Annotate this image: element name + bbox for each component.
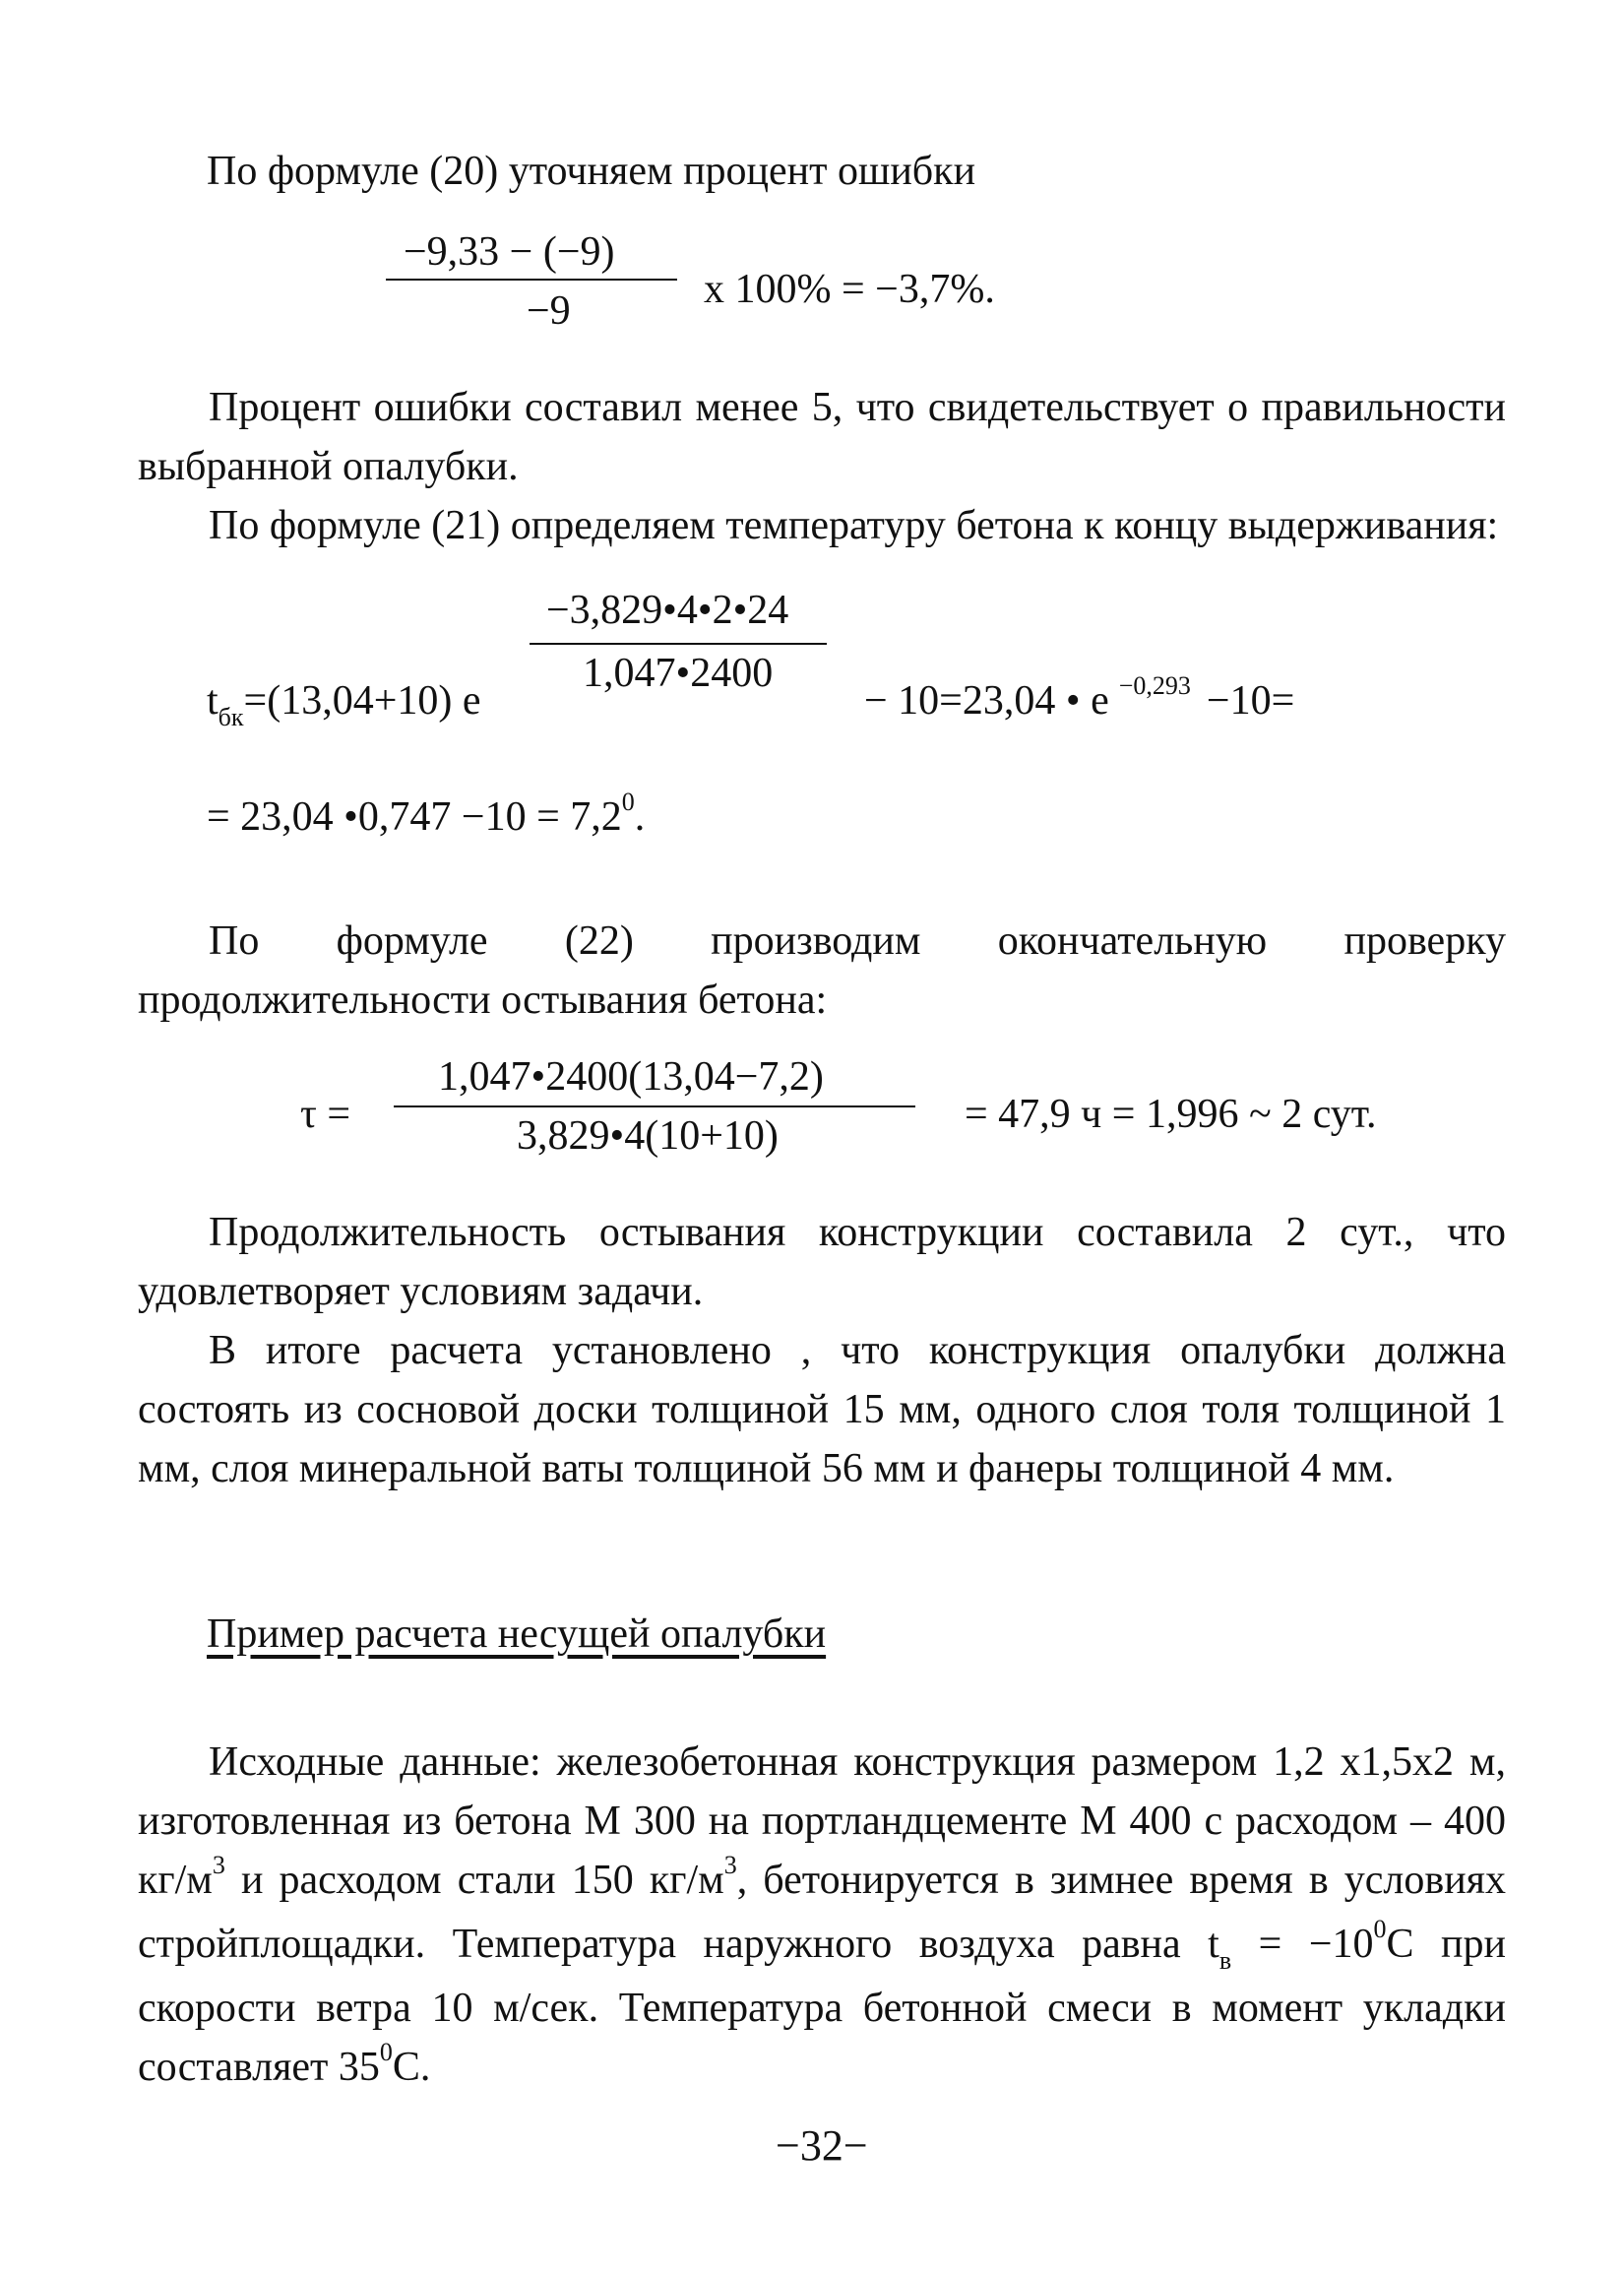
eq2-t-subscript: бк bbox=[218, 703, 244, 731]
eq2-exp-numerator: −3,829•4•2•24 bbox=[546, 588, 789, 633]
eq2-rhs bbox=[864, 671, 1295, 725]
paragraph-formula-22: По формуле (22) производим окончательную проверку продолжительности остывания бетона: bbox=[138, 918, 1506, 1023]
paragraph-error-percent: Процент ошибки составил менее 5, что свидетельствует о правильности выбранной опалубки. bbox=[138, 385, 1506, 489]
paragraph-conclusion: В итоге расчета установлено , что конструкция опалубки должна состоять из сосновой доски толщиной 15 мм, одного слоя толя толщиной 1 мм, слоя минеральной ваты толщиной 56 мм и фанеры толщиной 4 мм. bbox=[138, 1328, 1506, 1491]
initial-data-part-b: и расходом стали 150 кг/м bbox=[224, 1858, 724, 1903]
eq2-lhs-expression: =(13,04+10) е bbox=[243, 678, 481, 724]
intro-formula-20: По формуле (20) уточняем процент ошибки bbox=[207, 149, 976, 194]
eq3-result: = 47,9 ч = 1,996 ~ 2 сут. bbox=[965, 1092, 1377, 1137]
eq3-numerator: 1,047•2400(13,04−7,2) bbox=[438, 1054, 824, 1100]
eq2-exp-fraction-line bbox=[530, 643, 827, 645]
initial-data-part-d: = −10 bbox=[1231, 1922, 1374, 1967]
initial-data-part-e: С при скорости ветра 10 м/сек. Температура бетонной смеси в момент укладки составляет 35 bbox=[138, 1922, 1507, 2090]
initial-data-part-f: С. bbox=[392, 2045, 431, 2090]
eq2-lhs bbox=[207, 677, 481, 731]
eq2-t: t bbox=[207, 678, 219, 724]
eq2-line2-text: = 23,04 •0,747 −10 = 7,2 bbox=[207, 794, 622, 840]
unit-m3-superscript-1: 3 bbox=[212, 1851, 225, 1879]
eq3-denominator: 3,829•4(10+10) bbox=[517, 1113, 779, 1159]
eq2-line2-end: . bbox=[634, 794, 646, 840]
degree-superscript-2: 0 bbox=[379, 2038, 393, 2066]
eq3-fraction-line bbox=[394, 1105, 915, 1107]
initial-data-part-c: , бетонируется в зимнее время в условиях стройплощадки. Температура наружного воздуха равна t bbox=[138, 1858, 1506, 1967]
initial-data-part-a: Исходные данные: железобетонная конструкция размером 1,2 х1,5х2 м, изготовленная из бетона М 300 на портландцементе М 400 с расходом – 400 кг/м bbox=[138, 1739, 1506, 1903]
eq1-result: х 100% = −3,7%. bbox=[704, 267, 995, 312]
eq2-rhs-exponent: −0,293 bbox=[1118, 671, 1191, 700]
eq2-exp-denominator: 1,047•2400 bbox=[583, 651, 774, 696]
paragraph-formula-21: По формуле (21) определяем температуру бетона к концу выдерживания: bbox=[209, 503, 1499, 548]
degree-superscript-1: 0 bbox=[1373, 1915, 1387, 1943]
eq2-line2 bbox=[207, 788, 646, 841]
eq2-rhs-part1: − 10=23,04 • е bbox=[864, 678, 1109, 724]
eq1-denominator: −9 bbox=[527, 288, 571, 334]
page-number: −32− bbox=[776, 2121, 868, 2170]
unit-m3-superscript-2: 3 bbox=[723, 1851, 737, 1879]
section-heading: Пример расчета несущей опалубки bbox=[207, 1611, 827, 1657]
paragraph-initial-data bbox=[138, 1733, 1506, 2102]
eq1-fraction-line bbox=[386, 279, 677, 281]
eq2-rhs-part2: −10= bbox=[1206, 678, 1295, 724]
eq3-lhs: τ = bbox=[300, 1092, 351, 1137]
paragraph-cooling-duration: Продолжительность остывания конструкции составила 2 сут., что удовлетворяет условиям задачи. bbox=[138, 1210, 1506, 1314]
eq1-numerator: −9,33 − (−9) bbox=[404, 229, 615, 275]
eq2-degree: 0 bbox=[621, 788, 635, 816]
air-temp-subscript: в bbox=[1218, 1946, 1232, 1975]
